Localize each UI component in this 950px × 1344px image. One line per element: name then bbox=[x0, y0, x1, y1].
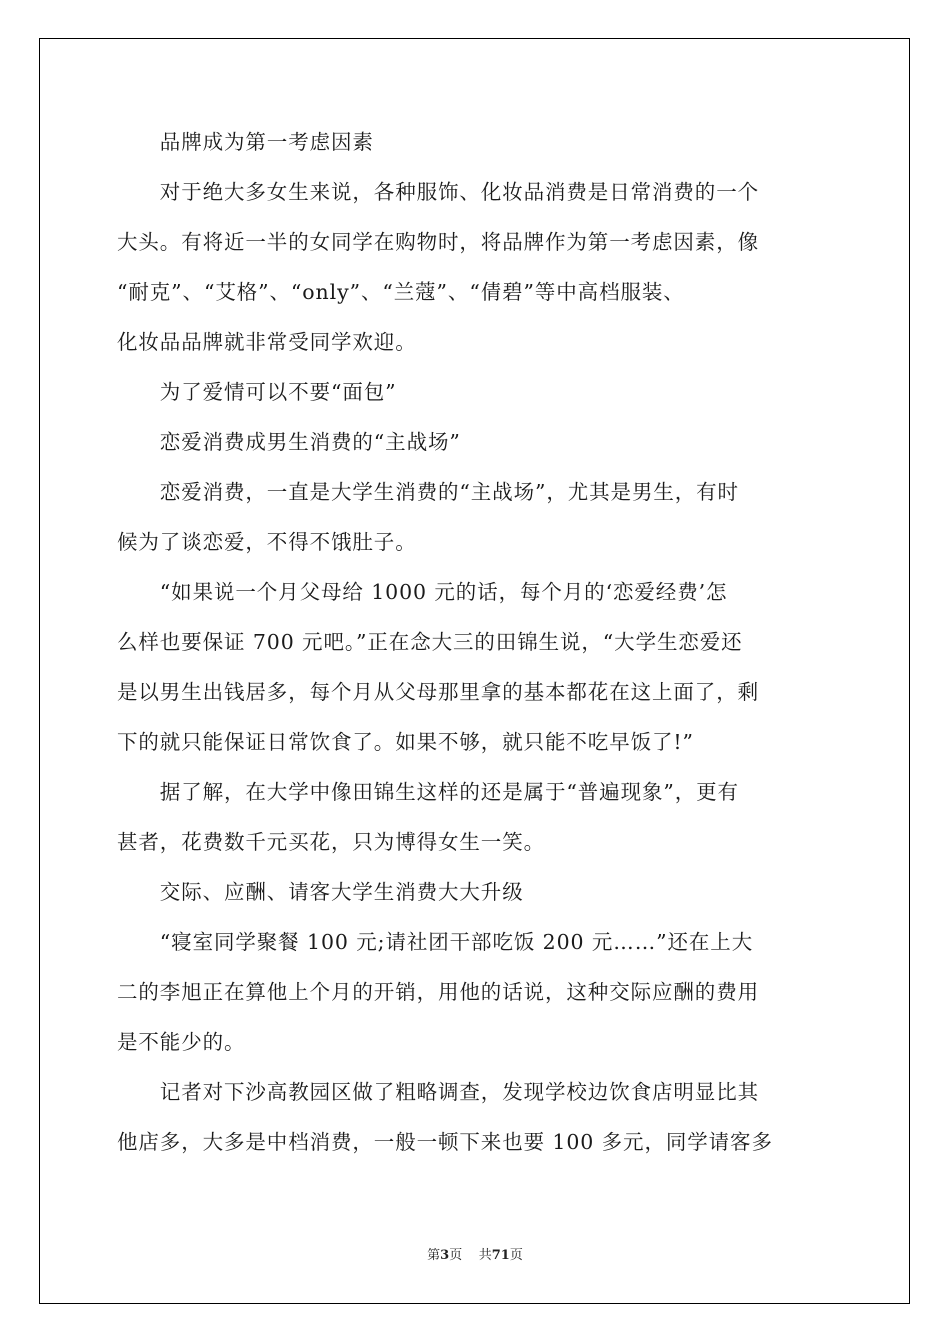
paragraph-line: “寝室同学聚餐 100 元;请社团干部吃饭 200 元……”还在上大 bbox=[117, 930, 754, 954]
paragraph-line: 二的李旭正在算他上个月的开销，用他的话说，这种交际应酬的费用 bbox=[117, 980, 759, 1004]
paragraph-line: 交际、应酬、请客大学生消费大大升级 bbox=[117, 880, 524, 904]
paragraph-line: “耐克”、“艾格”、“only”、“兰蔻”、“倩碧”等中高档服装、 bbox=[117, 280, 685, 304]
paragraph-line: “如果说一个月父母给 1000 元的话，每个月的‘恋爱经费’怎 bbox=[117, 580, 728, 604]
paragraph-line: 为了爱情可以不要“面包” bbox=[117, 380, 397, 404]
paragraph-line: 他店多，大多是中档消费，一般一顿下来也要 100 多元，同学请客多 bbox=[117, 1130, 773, 1154]
paragraph-line: 下的就只能保证日常饮食了。如果不够，就只能不吃早饭了!” bbox=[117, 730, 694, 754]
paragraph-line: 么样也要保证 700 元吧。”正在念大三的田锦生说，“大学生恋爱还 bbox=[117, 630, 743, 654]
paragraph-line: 恋爱消费成男生消费的“主战场” bbox=[117, 430, 461, 454]
footer-total-suffix: 页 bbox=[509, 1248, 523, 1263]
footer-total-prefix: 共 bbox=[478, 1248, 492, 1263]
footer-page-suffix: 页 bbox=[449, 1248, 463, 1263]
paragraph-line: 记者对下沙高教园区做了粗略调查，发现学校边饮食店明显比其 bbox=[117, 1080, 759, 1104]
paragraph-line: 恋爱消费，一直是大学生消费的“主战场”，尤其是男生，有时 bbox=[117, 480, 739, 504]
footer-total-pages: 71 bbox=[491, 1248, 510, 1263]
paragraph-line: 大头。有将近一半的女同学在购物时，将品牌作为第一考虑因素，像 bbox=[117, 230, 759, 254]
paragraph-line: 化妆品品牌就非常受同学欢迎。 bbox=[117, 330, 417, 354]
paragraph-line: 甚者，花费数千元买花，只为博得女生一笑。 bbox=[117, 830, 545, 854]
paragraph-line: 是不能少的。 bbox=[117, 1030, 246, 1054]
paragraph-line: 品牌成为第一考虑因素 bbox=[117, 130, 374, 154]
footer-page-number: 3 bbox=[440, 1248, 450, 1263]
paragraph-line: 是以男生出钱居多，每个月从父母那里拿的基本都花在这上面了，剩 bbox=[117, 680, 759, 704]
paragraph-line: 据了解，在大学中像田锦生这样的还是属于“普遍现象”，更有 bbox=[117, 780, 739, 804]
paragraph-line: 对于绝大多女生来说，各种服饰、化妆品消费是日常消费的一个 bbox=[117, 180, 759, 204]
page-footer bbox=[0, 1244, 950, 1263]
paragraph-line: 候为了谈恋爱，不得不饿肚子。 bbox=[117, 530, 417, 554]
footer-prefix: 第 bbox=[427, 1248, 441, 1263]
